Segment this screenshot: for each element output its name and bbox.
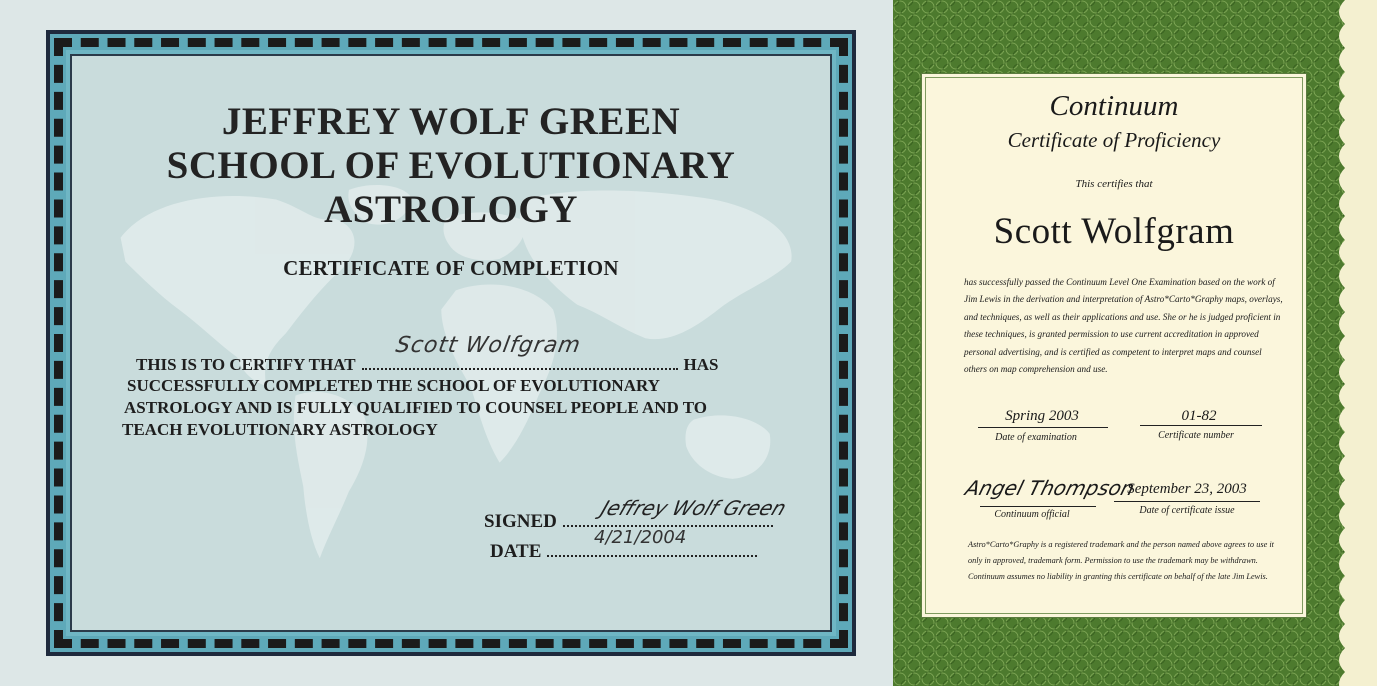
inner-frame (66, 50, 836, 636)
official-label: Continuum official (994, 509, 1070, 520)
certificate-number-value: 01-82 (1181, 408, 1217, 424)
certificate-number-rule (1140, 425, 1262, 426)
official-signature: Angel Thompson (962, 476, 1138, 500)
certificate-paper (921, 73, 1307, 618)
scalloped-edge (1339, 0, 1365, 686)
issue-date-value: September 23, 2003 (1127, 481, 1247, 497)
outer-frame (50, 34, 852, 652)
certificate-title: Certificate of Proficiency (1007, 128, 1221, 152)
issue-date-label: Date of certificate issue (1139, 505, 1235, 516)
trademark-notice: Astro*Carto*Graphy is a registered trademark and the person named above agrees to use it only in approved, trademark form. Permission to use the trademark may be withdrawn. Continuum assumes no liability in granting this certificate on behalf of the late Jim Lewis. (968, 540, 1274, 581)
official-rule (980, 506, 1096, 507)
body-line-2: SUCCESSFULLY COMPLETED THE SCHOOL OF EVOLUTIONARY (127, 376, 660, 395)
date-label: DATE (490, 541, 542, 562)
proficiency-certificate (893, 0, 1377, 686)
date-handwritten: 4/21/2004 (594, 527, 687, 548)
school-name: JEFFREY WOLF GREEN SCHOOL OF EVOLUTIONARY ASTROLOGY (166, 100, 736, 231)
dashed-frame (54, 38, 848, 648)
recipient-name: Scott Wolfgram (993, 211, 1235, 252)
exam-date-value: Spring 2003 (1005, 408, 1079, 424)
instructor-signature: Jeffrey Wolf Green (597, 496, 790, 520)
certification-passage: has successfully passed the Continuum Level One Examination based on the work of Jim Lewis in the derivation and interpretation of Astro*Carto*Graphy maps, overlays, and techniques, as well as their applications and use. She or he is judged proficient in these techniques, is granted permission to use current accreditation in approved personal advertising, and is certified as competent to interpret maps and counsel others on map comprehension and use. (964, 277, 1283, 375)
certificate-paper (70, 54, 832, 632)
organization-name: Continuum (1049, 90, 1179, 122)
exam-date-label: Date of examination (995, 432, 1077, 443)
signed-label: SIGNED (484, 511, 557, 532)
certificate-number-label: Certificate number (1158, 430, 1234, 441)
completion-certificate (46, 30, 856, 656)
certificate-title: CERTIFICATE OF COMPLETION (283, 256, 619, 280)
issue-date-rule (1114, 501, 1260, 502)
certifies-text: This certifies that (1075, 178, 1153, 190)
certify-suffix: HAS (683, 355, 719, 374)
certify-prefix: THIS IS TO CERTIFY THAT (136, 355, 356, 374)
exam-date-rule (978, 427, 1108, 428)
body-line-3: ASTROLOGY AND IS FULLY QUALIFIED TO COUNSEL PEOPLE AND TO (124, 398, 708, 417)
australia-shape (685, 415, 770, 479)
body-line-4: TEACH EVOLUTIONARY ASTROLOGY (122, 420, 438, 439)
student-name-signature: Scott Wolfgram (393, 333, 583, 358)
